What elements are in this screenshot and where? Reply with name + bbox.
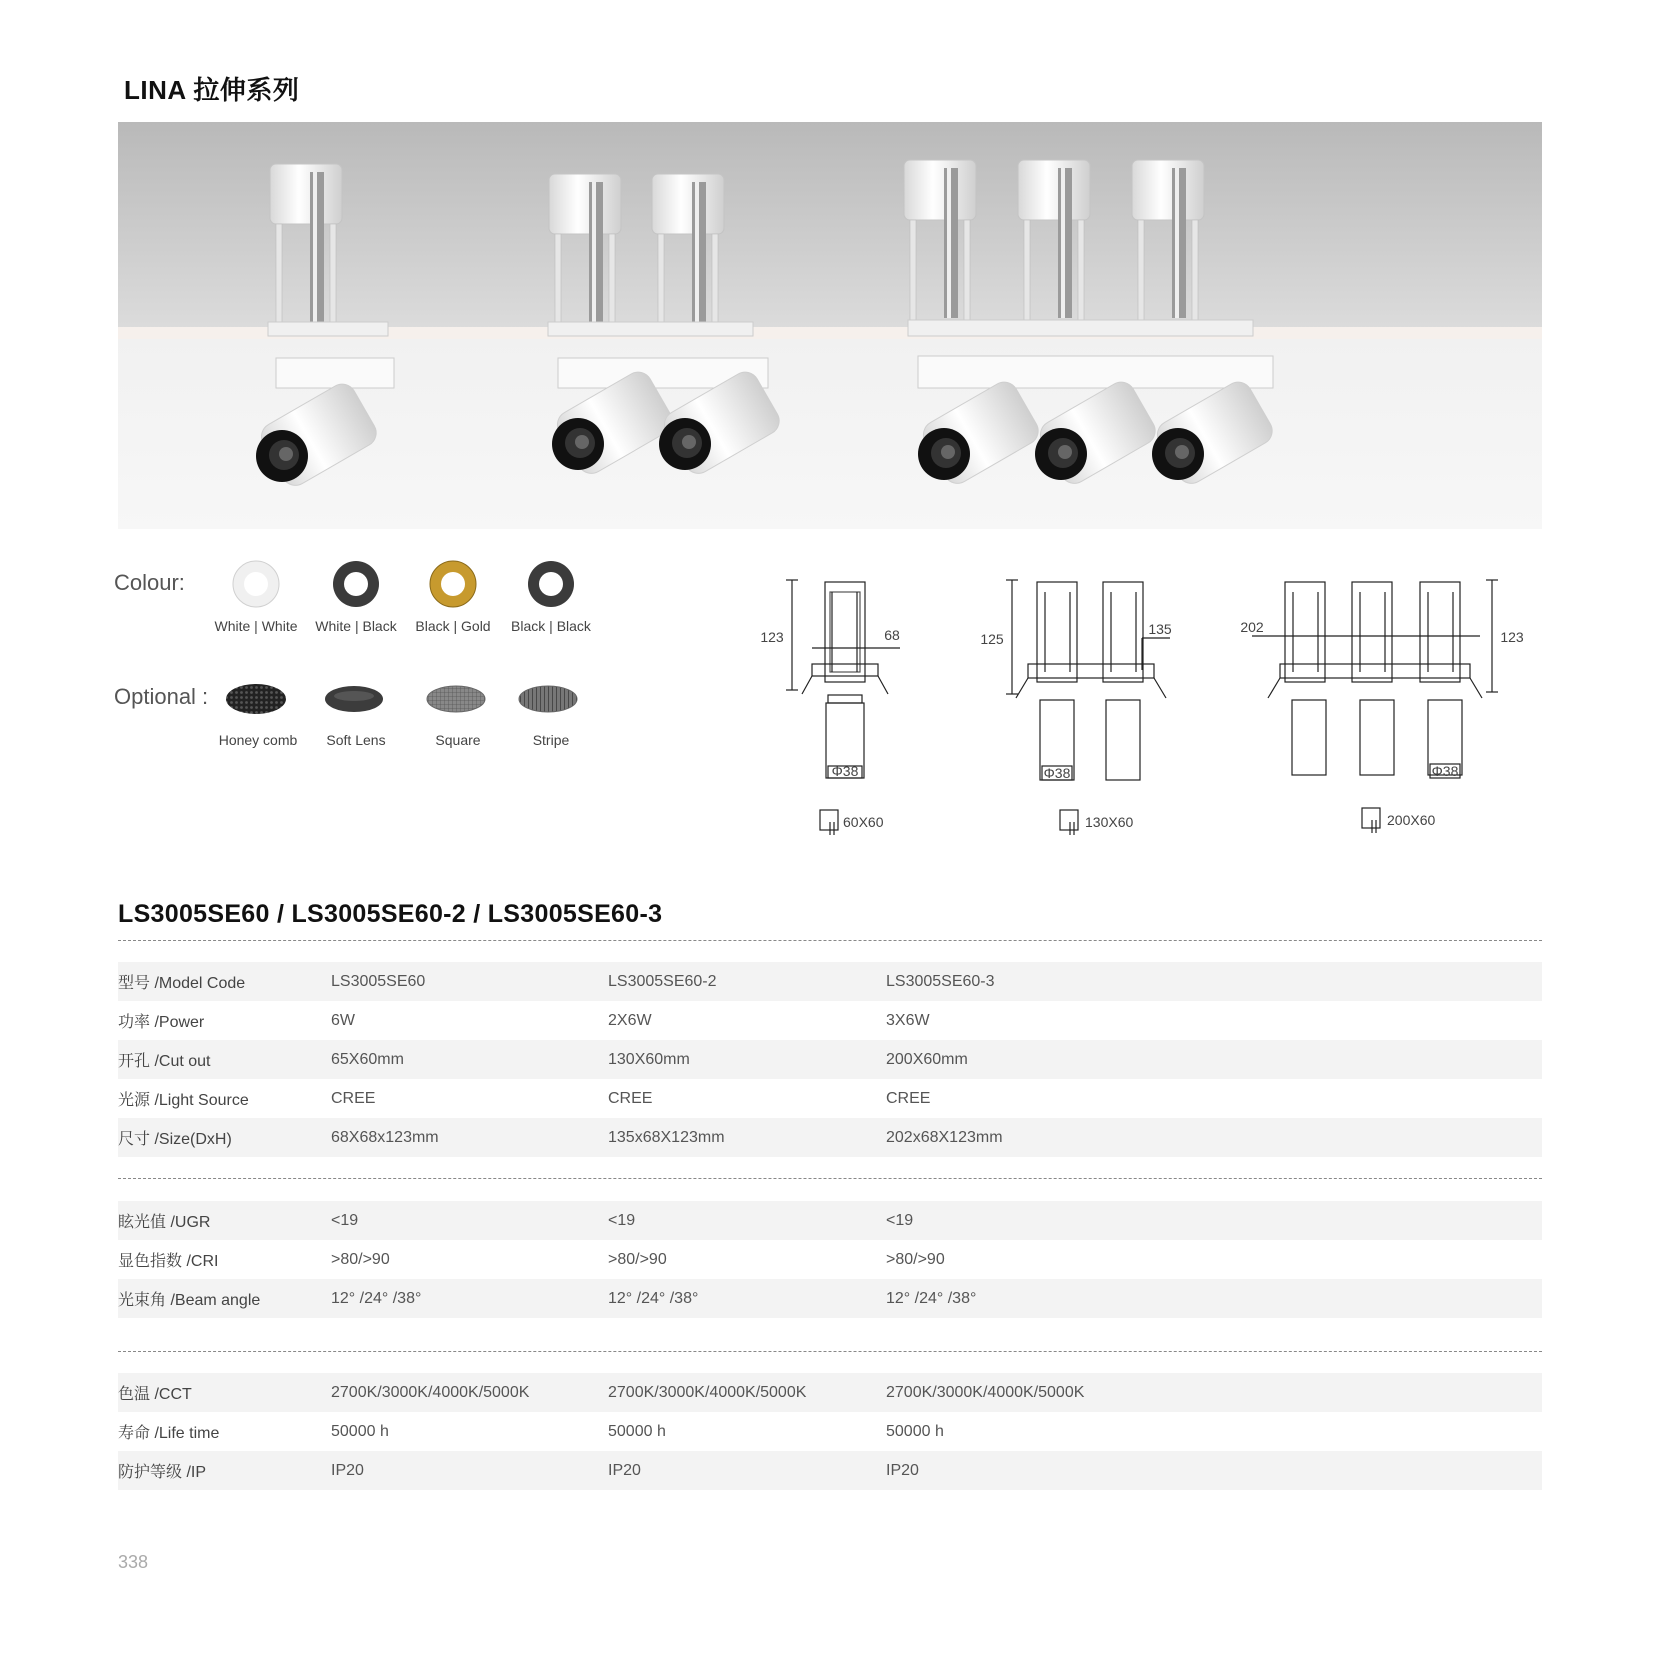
spec-value: 135x68X123mm xyxy=(608,1118,886,1157)
square-grid-icon xyxy=(427,686,485,712)
width-dimension: 68 xyxy=(884,627,900,643)
spec-value: 68X68x123mm xyxy=(331,1118,608,1157)
width-dimension: 202 xyxy=(1240,619,1264,635)
spec-label: 寿命 /Life time xyxy=(118,1425,220,1442)
height-dimension: 125 xyxy=(980,631,1004,647)
table-row xyxy=(118,1201,1542,1240)
spec-label: 功率 /Power xyxy=(118,1014,205,1031)
spec-value: <19 xyxy=(886,1201,1542,1240)
spec-value: 12° /24° /38° xyxy=(608,1279,886,1318)
technical-drawings xyxy=(740,570,1524,850)
spec-label: 防护等级 /IP xyxy=(118,1451,331,1490)
spec-label: 眩光值 /UGR xyxy=(118,1201,331,1240)
cutout-dimension: 130X60 xyxy=(1085,814,1134,830)
spec-value: <19 xyxy=(331,1201,608,1240)
dashed-divider xyxy=(118,1351,1542,1352)
page-number: 338 xyxy=(118,1552,149,1572)
spec-value: LS3005SE60-2 xyxy=(608,962,886,1001)
spec-value: 12° /24° /38° xyxy=(331,1279,608,1318)
colour-option-label: Black | Black xyxy=(511,618,591,634)
table-row xyxy=(118,1079,1542,1118)
height-dimension: 123 xyxy=(760,629,784,645)
drawing-double xyxy=(1006,580,1170,835)
colour-swatches xyxy=(226,560,606,610)
swatch-white-black xyxy=(333,561,379,607)
drawing-single xyxy=(786,580,900,835)
table-row xyxy=(118,962,1542,1001)
spec-value: 50000 h xyxy=(608,1422,666,1440)
table-row xyxy=(118,1412,1542,1451)
dashed-divider xyxy=(118,940,1542,941)
spec-label: 光束角 /Beam angle xyxy=(118,1279,331,1318)
spec-value: 130X60mm xyxy=(608,1040,886,1079)
spec-value: IP20 xyxy=(331,1451,608,1490)
spec-value: 2700K/3000K/4000K/5000K xyxy=(331,1373,608,1412)
spec-table-group-3 xyxy=(118,1373,1542,1490)
spec-label: 开孔 /Cut out xyxy=(118,1040,331,1079)
spec-value: 2700K/3000K/4000K/5000K xyxy=(608,1373,886,1412)
swatch-black-black xyxy=(528,561,574,607)
spec-value: CREE xyxy=(331,1089,376,1107)
colour-option-label: Black | Gold xyxy=(415,618,491,634)
honeycomb-icon xyxy=(226,684,286,714)
spec-label: 尺寸 /Size(DxH) xyxy=(118,1118,331,1157)
spec-value: 50000 h xyxy=(331,1422,389,1440)
spec-table-group-2 xyxy=(118,1201,1542,1318)
optional-label: Optional : xyxy=(114,684,209,709)
colour-label: Colour: xyxy=(114,570,185,595)
spec-value: IP20 xyxy=(608,1451,886,1490)
table-row xyxy=(118,1279,1542,1318)
swatch-black-gold xyxy=(430,561,476,607)
spec-value: 65X60mm xyxy=(331,1040,608,1079)
models-heading: LS3005SE60 / LS3005SE60-2 / LS3005SE60-3 xyxy=(118,900,663,928)
spec-value: LS3005SE60 xyxy=(331,962,608,1001)
spec-value: CREE xyxy=(886,1089,931,1107)
table-row xyxy=(118,1451,1542,1490)
spec-value: <19 xyxy=(608,1201,886,1240)
spec-label: 光源 /Light Source xyxy=(118,1092,249,1109)
cutout-dimension: 200X60 xyxy=(1387,812,1436,828)
dashed-divider xyxy=(118,1178,1542,1179)
colour-option-label: White | White xyxy=(214,618,298,634)
table-row xyxy=(118,1040,1542,1079)
spec-value: >80/>90 xyxy=(886,1250,945,1268)
spec-value: >80/>90 xyxy=(608,1250,667,1268)
table-row xyxy=(118,1001,1542,1040)
diameter-dimension: Φ38 xyxy=(831,763,859,779)
spec-label: 色温 /CCT xyxy=(118,1373,331,1412)
drawing-triple xyxy=(1252,580,1498,833)
spec-label: 显色指数 /CRI xyxy=(118,1253,219,1270)
spec-value: 2X6W xyxy=(608,1011,652,1029)
table-row xyxy=(118,1240,1542,1279)
spec-value: >80/>90 xyxy=(331,1250,390,1268)
height-dimension: 123 xyxy=(1500,629,1524,645)
optional-option-label: Honey comb xyxy=(218,732,298,748)
spec-value: 200X60mm xyxy=(886,1040,1542,1079)
spec-value: 2700K/3000K/4000K/5000K xyxy=(886,1373,1542,1412)
spec-value: 50000 h xyxy=(886,1422,944,1440)
table-row xyxy=(118,1118,1542,1157)
page-title: LINA 拉伸系列 xyxy=(124,75,300,105)
spec-label: 型号 /Model Code xyxy=(118,962,331,1001)
optional-accessories xyxy=(224,680,604,720)
colour-option-label: White | Black xyxy=(315,618,397,634)
cutout-dimension: 60X60 xyxy=(843,814,884,830)
spec-value: 12° /24° /38° xyxy=(886,1279,1542,1318)
table-row xyxy=(118,1373,1542,1412)
diameter-dimension: Φ38 xyxy=(1043,765,1071,781)
optional-option-label: Soft Lens xyxy=(326,732,386,748)
stripe-icon xyxy=(519,686,577,712)
optional-option-label: Stripe xyxy=(532,732,570,748)
spec-value: 6W xyxy=(331,1011,355,1029)
spec-value: 3X6W xyxy=(886,1011,930,1029)
spec-value: 202x68X123mm xyxy=(886,1118,1542,1157)
spec-table-group-1 xyxy=(118,962,1542,1157)
width-dimension: 135 xyxy=(1148,621,1172,637)
product-hero-image xyxy=(118,122,1542,529)
optional-option-label: Square xyxy=(435,732,481,748)
spec-value: IP20 xyxy=(886,1451,1542,1490)
spec-value: LS3005SE60-3 xyxy=(886,962,1542,1001)
spec-value: CREE xyxy=(608,1089,653,1107)
swatch-white-white xyxy=(233,561,279,607)
diameter-dimension: Φ38 xyxy=(1431,763,1459,779)
